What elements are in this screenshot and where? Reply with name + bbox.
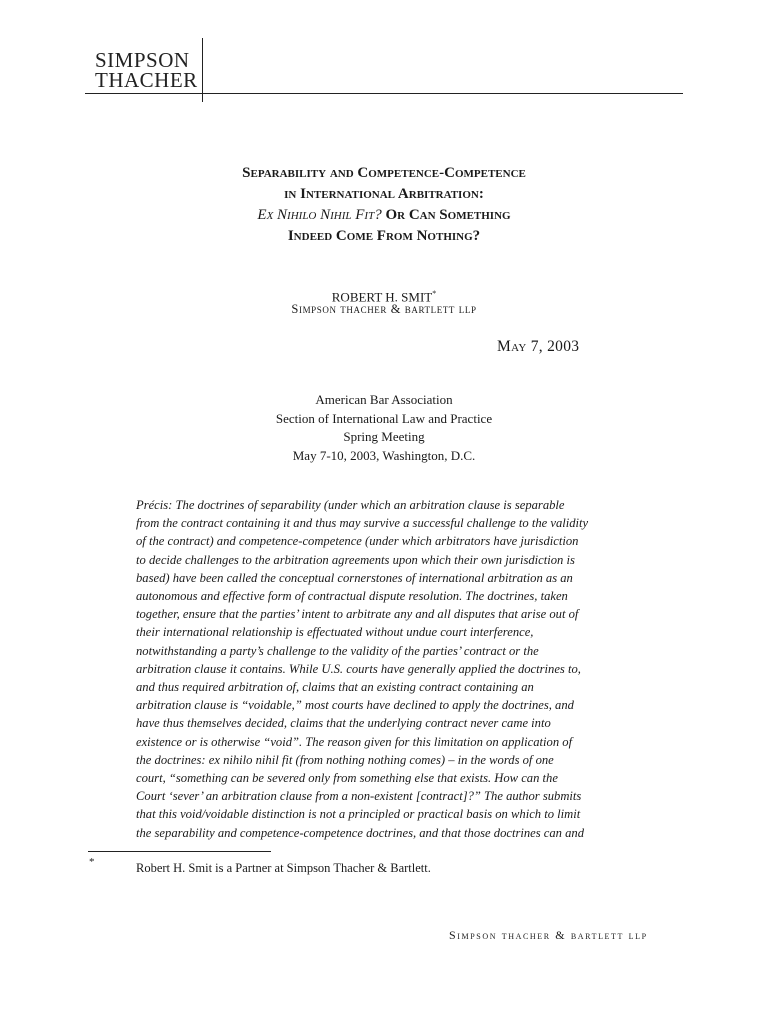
precis-line: court, “something can be severed only from something else that exists. How can the: [136, 771, 558, 786]
precis-line: the separability and competence-competence doctrines, and that those doctrines can and: [136, 825, 585, 840]
title-line-2: in International Arbitration:: [284, 186, 484, 202]
footnote-rule: [88, 851, 271, 852]
author-name: ROBERT H. SMIT: [331, 289, 433, 305]
precis-line: together, ensure that the parties’ intent to arbitrate any and all disputes that arise out of: [136, 607, 579, 622]
title-line-1: Separability and Competence-Competence: [242, 165, 526, 181]
logo-line-2: THACHER: [95, 68, 198, 92]
author-footnote-marker: *: [432, 289, 437, 298]
venue-line-1: American Bar Association: [315, 392, 453, 407]
precis-line: from the contract containing it and thus may survive a successful challenge to the validity: [136, 516, 589, 531]
precis-line: of the contract) and competence-competence (under which arbitrators have jurisdiction: [136, 534, 579, 549]
precis-line: their international relationship is effectuated without undue court interference,: [136, 625, 534, 640]
precis-line: Précis: The doctrines of separability (under which an arbitration clause is separable: [136, 498, 565, 512]
precis-paragraph: [136, 496, 688, 842]
firm-logo: [95, 50, 198, 90]
precis-line: the doctrines: ex nihilo nihil fit (from nothing nothing comes) – in the words of one: [136, 752, 554, 767]
venue-block: [0, 391, 768, 465]
precis-line: have thus themselves decided, claims that the underlying contract never came into: [136, 716, 551, 731]
title-line-3-rest: Or Can Something: [385, 207, 511, 223]
precis-line: that this void/voidable distinction is not a principled or practical basis on which to limit: [136, 807, 581, 822]
footnote-text: Robert H. Smit is a Partner at Simpson Thacher & Bartlett.: [136, 861, 431, 875]
precis-line: Court ‘sever’ an arbitration clause from a non-existent [contract]?” The author submits: [136, 789, 582, 804]
title-line-3: [0, 205, 768, 226]
venue-line-3: Spring Meeting: [343, 429, 425, 444]
precis-line: arbitration clause is “voidable,” most courts have declined to apply the doctrines, and: [136, 698, 574, 713]
title-line-4: Indeed Come From Nothing?: [287, 228, 481, 244]
venue-line-2: Section of International Law and Practice: [275, 410, 493, 426]
precis-line: autonomous and effective form of contractual dispute resolution. The doctrines, taken: [136, 589, 568, 604]
precis-line: notwithstanding a party’s challenge to the validity of the parties’ contract or the: [136, 643, 539, 658]
document-date: May 7, 2003: [497, 338, 580, 355]
precis-line: and thus required arbitration of, claims that an existing contract containing an: [136, 680, 534, 695]
page-footer-firm: Simpson thacher & bartlett llp: [449, 928, 648, 942]
logo-line-1: SIMPSON: [95, 48, 190, 72]
venue-line-4: May 7-10, 2003, Washington, D.C.: [292, 447, 476, 463]
footnote-marker: *: [89, 856, 95, 868]
letterhead-rule: [85, 93, 683, 94]
document-title: [0, 163, 768, 247]
author-firm: Simpson thacher & bartlett llp: [291, 302, 477, 316]
precis-line: based) have been called the conceptual cornerstones of international arbitration as an: [136, 570, 573, 585]
precis-line: to decide challenges to the arbitration agreements upon which their own jurisdiction is: [136, 552, 575, 567]
precis-line: arbitration clause it contains. While U.S. courts have generally applied the doctrines to,: [136, 661, 581, 676]
title-latin-phrase: Ex Nihilo Nihil Fit?: [257, 207, 382, 223]
precis-line: existence or is otherwise “void”. The reason given for this limitation on application of: [136, 734, 573, 749]
